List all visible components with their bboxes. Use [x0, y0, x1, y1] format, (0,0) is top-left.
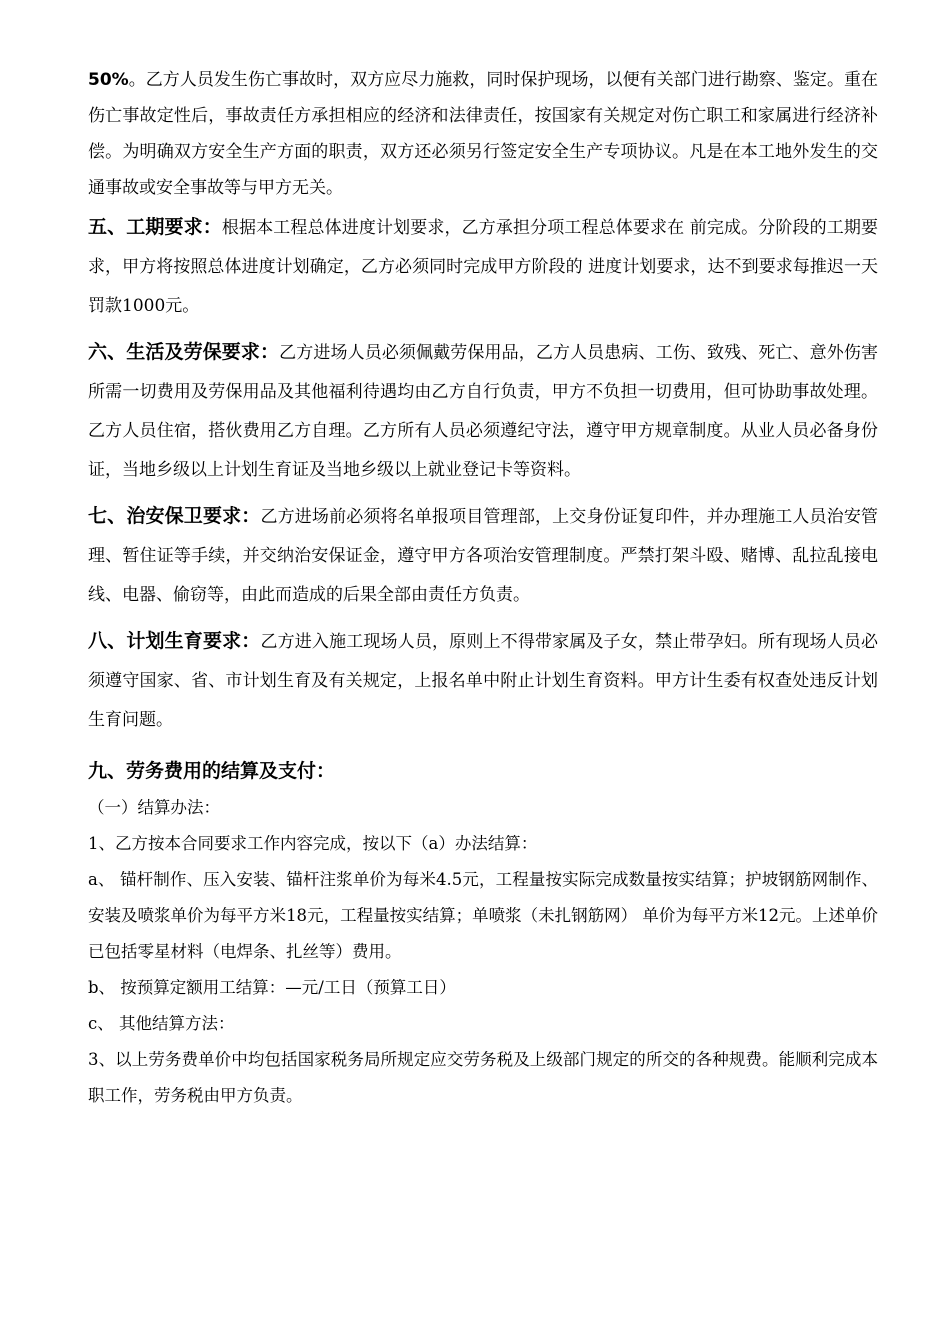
settlement-item-method: （一）结算办法： [88, 798, 220, 817]
section-schedule [88, 208, 878, 326]
section-settlement-heading: 九、劳务费用的结算及支付： [88, 760, 336, 782]
section-body: 根据本工程总体进度计划要求，乙方承担分项工程总体要求在 前完成。分阶段的工期要求，甲方将按照总体进度计划确定，乙方必须同时完成甲方阶段的 进度计划要求，达不到要求每推迟一天罚款1000元。 [88, 218, 878, 316]
settlement-item-c: c、 其他结算方法： [88, 1014, 235, 1033]
section-body: 乙方进场前必须将名单报项目管理部，上交身份证复印件，并办理施工人员治安管理、暂住证等手续，并交纳治安保证金，遵守甲方各项治安管理制度。严禁打架斗殴、赌博、乱拉乱接电线、电器、偷窃等，由此而造成的后果全部由责任方负责。 [88, 507, 878, 605]
settlement-item-b: b、 按预算定额用工结算：—元/工日（预算工日） [88, 978, 456, 997]
section-heading: 八、计划生育要求： [88, 630, 261, 652]
section-heading: 七、治安保卫要求： [88, 505, 261, 527]
section-living-protection [88, 333, 878, 490]
settlement-item-1: 1、乙方按本合同要求工作内容完成，按以下（a）办法结算： [88, 834, 538, 853]
section-security [88, 497, 878, 615]
section-body: 乙方进场人员必须佩戴劳保用品，乙方人员患病、工伤、致残、死亡、意外伤害所需一切费用及劳保用品及其他福利待遇均由乙方自行负责，甲方不负担一切费用，但可协助事故处理。乙方人员住宿，搭伙费用乙方自理。乙方所有人员必须遵纪守法，遵守甲方规章制度。从业人员必备身份证，当地乡级以上计划生育证及当地乡级以上就业登记卡等资料。 [88, 343, 878, 480]
intro-lead: 50% [88, 70, 129, 90]
intro-text: 。乙方人员发生伤亡事故时，双方应尽力施救，同时保护现场，以便有关部门进行勘察、鉴定。重在伤亡事故定性后，事故责任方承担相应的经济和法律责任，按国家有关规定对伤亡职工和家属进行经济补偿。为明确双方安全生产方面的职责，双方还必须另行签定安全生产专项协议。凡是在本工地外发生的交通事故或安全事故等与甲方无关。 [88, 70, 878, 198]
section-heading: 六、生活及劳保要求： [88, 341, 280, 363]
settlement-item-3: 3、以上劳务费单价中均包括国家税务局所规定应交劳务税及上级部门规定的所交的各种规费。能顺利完成本职工作，劳务税由甲方负责。 [88, 1050, 878, 1105]
section-body: 乙方进入施工现场人员，原则上不得带家属及子女，禁止带孕妇。所有现场人员必须遵守国家、省、市计划生育及有关规定，上报名单中附止计划生育资料。甲方计生委有权查处违反计划生育问题。 [88, 632, 878, 730]
section-family-planning [88, 622, 878, 740]
document-page [88, 62, 878, 1114]
section-heading: 五、工期要求： [88, 216, 222, 238]
intro-paragraph [88, 62, 878, 206]
settlement-item-a: a、 锚杆制作、压入安装、锚杆注浆单价为每米4.5元，工程量按实际完成数量按实结算；护坡钢筋网制作、安装及喷浆单价为每平方米18元，工程量按实结算；单喷浆（未扎钢筋网） 单价为每平方米12元。上述单价已包括零星材料（电焊条、扎丝等）费用。 [88, 870, 878, 961]
